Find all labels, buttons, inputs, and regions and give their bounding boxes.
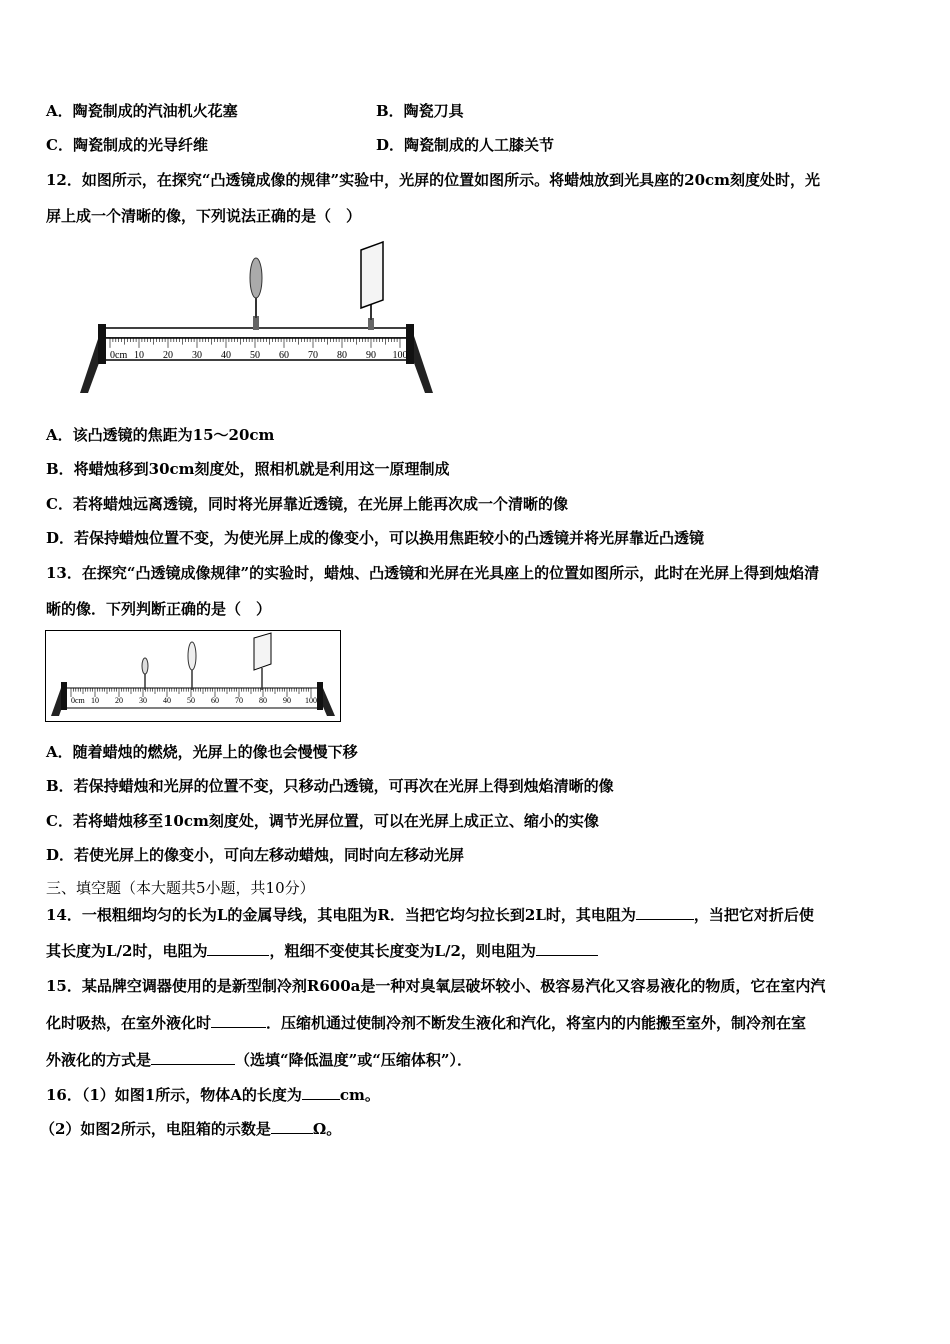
q12-scale-tick-label: 100 — [392, 350, 408, 361]
q14-text-1a: 14．一根粗细均匀的长为L的金属导线，其电阻为R．当把它均匀拉长到2L时，其电阻为 — [46, 906, 636, 924]
q15-text-3a: 外液化的方式是 — [46, 1051, 152, 1069]
q14-blank-2[interactable] — [207, 941, 269, 956]
q13-stem-line-1: 13．在探究“凸透镜成像规律”的实验时，蜡烛、凸透镜和光屏在光具座上的位置如图所示，此时在光屏上得到烛焰清 — [46, 564, 820, 582]
q12-scale-tick-label: 60 — [279, 350, 289, 361]
q13-scale-tick-label: 40 — [163, 696, 171, 705]
q13-scale-tick-label: 60 — [211, 696, 219, 705]
q11-option-a: A．陶瓷制成的汽油机火花塞 — [46, 102, 238, 120]
q15-blank-2[interactable] — [151, 1050, 235, 1065]
q14-blank-3[interactable] — [536, 941, 598, 956]
q15-text-2b: ．压缩机通过使制冷剂不断发生液化和汽化，将室内的内能搬至室外，制冷剂在室 — [266, 1014, 807, 1032]
q15-text-2a: 化时吸热，在室外液化时 — [46, 1014, 212, 1032]
q12-option-a: A．该凸透镜的焦距为15～20cm — [46, 426, 275, 444]
q16-blank-1[interactable] — [302, 1085, 340, 1100]
q14-line-1 — [46, 905, 814, 925]
q15-line-3 — [46, 1050, 472, 1070]
q14-text-1b: ，当把它对折后使 — [693, 906, 814, 924]
q13-scale-tick-label: 20 — [115, 696, 123, 705]
q13-stem-line-2: 晰的像．下列判断正确的是（ ） — [46, 600, 272, 618]
q16-text-1a: 16．（1）如图1所示，物体A的长度为 — [46, 1086, 302, 1104]
q12-stem-line-1: 12．如图所示，在探究“凸透镜成像的规律”实验中，光屏的位置如图所示。将蜡烛放到光具座的20cm刻度处时，光 — [46, 171, 821, 189]
q13-scale-tick-label: 50 — [187, 696, 195, 705]
q12-light-screen — [361, 242, 383, 308]
q12-scale-tick-label: 20 — [163, 350, 173, 361]
q13-scale-tick-label: 90 — [283, 696, 291, 705]
q16-text-2b: Ω。 — [312, 1120, 342, 1138]
q13-scale-tick-label: 100 — [305, 696, 317, 705]
q15-text-3b: （选填“降低温度”或“压缩体积”）． — [235, 1051, 473, 1069]
q12-scale-tick-label: 0cm — [110, 350, 128, 361]
q16-line-1 — [46, 1085, 380, 1105]
q13-scale-tick-label: 70 — [235, 696, 243, 705]
q15-line-1: 15．某品牌空调器使用的是新型制冷剂R600a是一种对臭氧层破坏较小、极容易汽化又容易液化的物质，它在室内汽 — [46, 977, 826, 995]
q13-scale-tick-label: 80 — [259, 696, 267, 705]
q15-blank-1[interactable] — [211, 1013, 266, 1028]
q11-option-c: C．陶瓷制成的光导纤维 — [46, 136, 208, 154]
q12-scale-tick-label: 70 — [308, 350, 318, 361]
q13-scale-tick-label: 10 — [91, 696, 99, 705]
q12-convex-lens — [250, 258, 262, 298]
q16-text-1b: cm。 — [339, 1086, 380, 1104]
q12-scale-tick-label: 10 — [134, 350, 144, 361]
q13-scale-tick-label: 30 — [139, 696, 147, 705]
q13-convex-lens — [188, 642, 196, 670]
q13-light-screen — [254, 633, 271, 670]
q12-scale-tick-label: 40 — [221, 350, 231, 361]
q14-line-2 — [46, 941, 598, 961]
q14-blank-1[interactable] — [636, 905, 694, 920]
q13-option-b: B．若保持蜡烛和光屏的位置不变，只移动凸透镜，可再次在光屏上得到烛焰清晰的像 — [46, 777, 614, 795]
q12-scale-tick-label: 80 — [337, 350, 347, 361]
q11-option-row-2 — [46, 135, 746, 155]
q12-option-c: C．若将蜡烛远离透镜，同时将光屏靠近透镜，在光屏上能再次成一个清晰的像 — [46, 495, 568, 513]
q15-line-2 — [46, 1013, 806, 1033]
q14-text-2a: 其长度为L/2时，电阻为 — [46, 942, 208, 960]
q12-bench-left-end — [98, 324, 106, 364]
q13-optical-bench-figure — [45, 630, 341, 722]
q13-candle-flame — [142, 658, 148, 674]
q14-text-2b: ，粗细不变使其长度变为L/2，则电阻为 — [269, 942, 536, 960]
q11-option-row-1 — [46, 101, 746, 121]
q12-scale-tick-label: 50 — [250, 350, 260, 361]
q13-scale-tick-label: 0cm — [71, 696, 85, 705]
q12-option-b: B．将蜡烛移到30cm刻度处，照相机就是利用这一原理制成 — [46, 460, 450, 478]
q12-scale-tick-label: 30 — [192, 350, 202, 361]
q16-line-2 — [40, 1119, 341, 1139]
q13-option-d: D．若使光屏上的像变小，可向左移动蜡烛，同时向左移动光屏 — [46, 846, 465, 864]
q11-option-d: D．陶瓷制成的人工膝关节 — [376, 136, 555, 154]
q13-option-a: A．随着蜡烛的燃烧，光屏上的像也会慢慢下移 — [46, 743, 358, 761]
q12-scale-tick-label: 90 — [366, 350, 376, 361]
q16-text-2a: （2）如图2所示，电阻箱的示数是 — [40, 1120, 271, 1138]
q16-blank-2[interactable] — [271, 1119, 313, 1134]
q13-option-c: C．若将蜡烛移至10cm刻度处，调节光屏位置，可以在光屏上成正立、缩小的实像 — [46, 812, 599, 830]
q12-lens-holder — [253, 316, 259, 330]
section-3-heading: 三、填空题（本大题共5小题，共10分） — [46, 879, 315, 897]
q13-bench-left-end — [61, 682, 67, 710]
q11-option-b: B．陶瓷刀具 — [376, 102, 464, 120]
q12-optical-bench-figure — [78, 238, 438, 398]
q13-bench-right-end — [317, 682, 323, 710]
q12-option-d: D．若保持蜡烛位置不变，为使光屏上成的像变小，可以换用焦距较小的凸透镜并将光屏靠近凸透镜 — [46, 529, 705, 547]
q12-stem-line-2: 屏上成一个清晰的像，下列说法正确的是（ ） — [46, 207, 362, 225]
